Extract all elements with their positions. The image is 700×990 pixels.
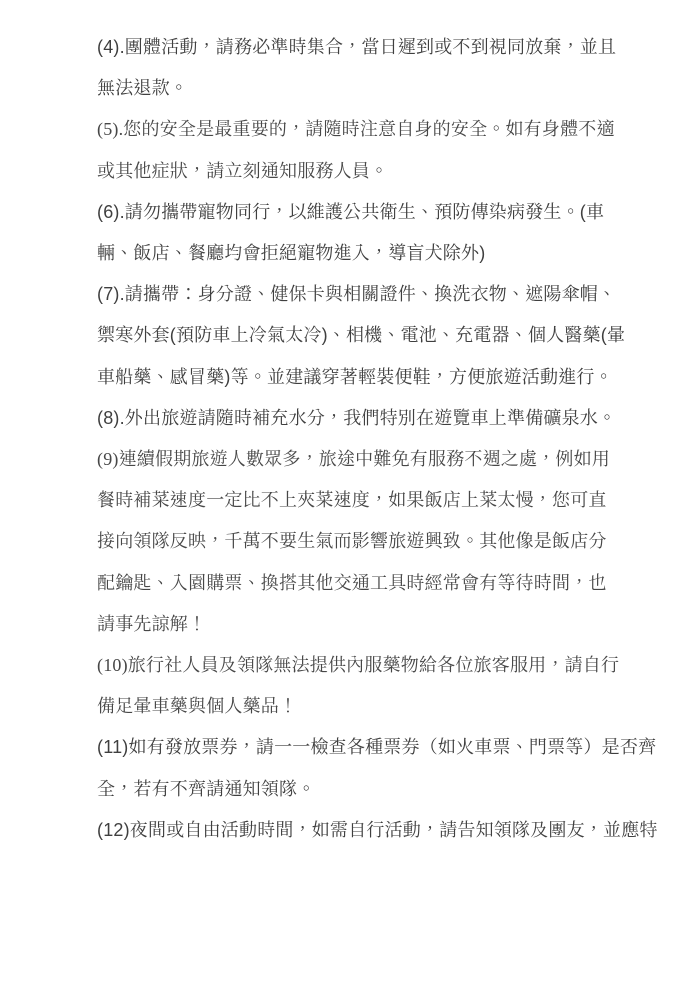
text-line: 無法退款。	[97, 78, 188, 99]
paragraph-item-10	[97, 645, 660, 727]
text-line: (6).請勿攜帶寵物同行，以維護公共衛生、預防傳染病發生。(車	[97, 201, 605, 222]
paragraph-item-7	[97, 274, 660, 398]
text-line: (8).外出旅遊請隨時補充水分，我們特別在遊覽車上準備礦泉水。	[97, 407, 617, 428]
text-line: 配鑰匙、入園購票、換搭其他交通工具時經常會有等待時間，也	[97, 572, 607, 593]
paragraph-item-11	[97, 727, 660, 809]
text-line: 或其他症狀，請立刻通知服務人員。	[97, 160, 389, 181]
text-line: 禦寒外套(預防車上冷氣太冷)、相機、電池、充電器、個人醫藥(暈	[97, 325, 626, 346]
text-line: (7).請攜帶：身分證、健保卡與相關證件、換洗衣物、遮陽傘帽、	[97, 284, 617, 305]
paragraph-item-9	[97, 439, 660, 645]
paragraph-item-6	[97, 192, 660, 274]
text-line: 餐時補菜速度一定比不上夾菜速度，如果飯店上菜太慢，您可直	[97, 490, 607, 511]
text-line: (4).團體活動，請務必準時集合，當日遲到或不到視同放棄，並且	[97, 37, 617, 57]
text-line: (11)如有發放票券，請一一檢查各種票券（如火車票、門票等）是否齊	[97, 737, 657, 758]
text-line: (5).您的安全是最重要的，請隨時注意自身的安全。如有身體不適	[97, 119, 615, 140]
text-line: 車船藥、感冒藥)等。並建議穿著輕裝便鞋，方便旅遊活動進行。	[97, 366, 613, 387]
text-line: 輛、飯店、餐廳均會拒絕寵物進入，導盲犬除外)	[97, 243, 486, 264]
text-line: 請事先諒解！	[97, 613, 207, 634]
text-line: 全，若有不齊請通知領隊。	[97, 778, 316, 799]
paragraph-item-5	[97, 109, 660, 191]
paragraph-item-8	[97, 398, 660, 439]
text-line: 備足暈車藥與個人藥品！	[97, 696, 298, 717]
paragraph-item-4	[97, 27, 660, 109]
text-line: (10)旅行社人員及領隊無法提供內服藥物給各位旅客服用，請自行	[97, 655, 620, 676]
text-line: (9)連續假期旅遊人數眾多，旅途中難免有服務不週之處，例如用	[97, 449, 610, 470]
paragraph-item-12	[97, 810, 660, 851]
text-line: (12)夜間或自由活動時間，如需自行活動，請告知領隊及團友，並應特	[97, 819, 658, 840]
text-line: 接向領隊反映，千萬不要生氣而影響旅遊興致。其他像是飯店分	[97, 531, 607, 552]
